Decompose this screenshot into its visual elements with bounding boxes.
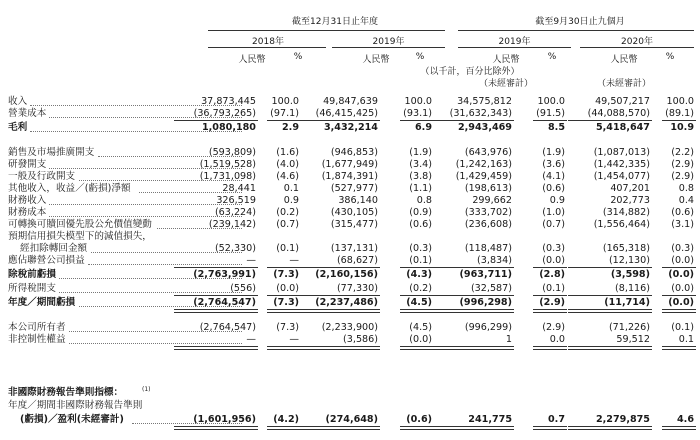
cell-value: (0.0)	[668, 269, 694, 280]
subtotal-rule	[533, 295, 567, 296]
cell-value: (44,088,570)	[587, 108, 650, 119]
leader-dots	[59, 283, 242, 293]
subtotal-rule	[296, 295, 380, 296]
cell-value: (236,608)	[464, 219, 512, 230]
currency-header-1: 人民幣	[238, 55, 266, 65]
period-rule-nine	[458, 30, 694, 31]
cell-value: 241,775	[468, 414, 512, 425]
subtotal-rule	[568, 120, 652, 121]
total-double-rule	[296, 309, 380, 313]
cell-value: (2.2)	[671, 147, 694, 158]
cell-value: (4.1)	[542, 171, 565, 182]
cell-value: (996,298)	[459, 297, 512, 308]
year-rule-2020	[580, 47, 694, 48]
row-label: 非控制性權益	[8, 334, 66, 345]
leader-dots	[49, 207, 242, 217]
row-label: 財務成本	[8, 207, 47, 218]
cell-value: 1,080,180	[201, 122, 256, 133]
total-double-rule	[533, 346, 567, 350]
row-label: 應佔聯營公司損益	[8, 255, 85, 266]
cell-value: (3,586)	[343, 334, 378, 345]
total-double-rule	[430, 309, 514, 313]
cell-value: (1.6)	[276, 147, 299, 158]
cell-value: (1.0)	[542, 207, 565, 218]
cell-value: (946,853)	[330, 147, 378, 158]
cell-value: (93.1)	[403, 108, 432, 119]
cell-value: 2,279,875	[595, 414, 650, 425]
subtotal-rule	[400, 267, 434, 268]
cell-value: (2.8)	[539, 269, 565, 280]
cell-value: 100.0	[666, 96, 694, 107]
cell-value: 37,873,445	[201, 96, 256, 107]
cell-value: (0.1)	[409, 255, 432, 266]
cell-value: (4.5)	[409, 322, 432, 333]
cell-value: 2.9	[282, 122, 299, 133]
total-double-rule	[533, 426, 567, 430]
cell-value: (593,809)	[208, 147, 256, 158]
row-label: (虧損)／盈利(未經審計)	[20, 414, 124, 425]
cell-value: (2,763,991)	[193, 269, 256, 280]
cell-value: (0.1)	[542, 283, 565, 294]
subtotal-rule	[662, 295, 696, 296]
cell-value: (46,415,425)	[315, 108, 378, 119]
subtotal-rule	[533, 120, 567, 121]
table-row	[8, 334, 694, 346]
cell-value: (4.6)	[276, 171, 299, 182]
cell-value: 10.9	[670, 122, 694, 133]
cell-value: (12,130)	[608, 255, 650, 266]
row-label: 年度／期間非國際財務報告準則	[8, 400, 143, 411]
cell-value: 0.0	[549, 334, 565, 345]
period-header-year: 截至12月31日止年度	[292, 17, 378, 27]
table-row	[8, 297, 694, 309]
cell-value: (0.0)	[671, 255, 694, 266]
non-ifrs-footnote-mark: (1)	[142, 386, 151, 393]
currency-header-3: 人民幣	[492, 55, 520, 65]
pct-header-2: %	[415, 52, 425, 62]
total-double-rule	[174, 426, 258, 430]
cell-value: (0.0)	[409, 334, 432, 345]
cell-value: (643,976)	[464, 147, 512, 158]
row-label: 一般及行政開支	[8, 171, 76, 182]
cell-value: (3,598)	[610, 269, 650, 280]
cell-value: (0.3)	[542, 243, 565, 254]
row-label: 銷售及市場推廣開支	[8, 147, 95, 158]
table-row	[8, 147, 694, 159]
cell-value: (963,711)	[459, 269, 512, 280]
row-label: 除稅前虧損	[8, 269, 56, 280]
period-rule-year	[208, 30, 445, 31]
total-double-rule	[174, 309, 258, 313]
cell-value: 0.7	[548, 414, 565, 425]
table-row	[8, 269, 694, 281]
total-double-rule	[533, 309, 567, 313]
total-double-rule	[400, 426, 434, 430]
cell-value: (32,587)	[470, 283, 512, 294]
cell-value: (71,226)	[608, 322, 650, 333]
leader-dots	[69, 334, 242, 344]
cell-value: (0.0)	[276, 283, 299, 294]
unaudited-note-2019: （未經審計）	[478, 79, 533, 89]
cell-value: (4.3)	[406, 269, 432, 280]
cell-value: (4.2)	[273, 414, 299, 425]
subtotal-rule	[174, 295, 258, 296]
cell-value: (0.6)	[409, 219, 432, 230]
table-row	[8, 283, 694, 295]
table-row	[8, 322, 694, 334]
units-note: （以千計，百分比除外）	[420, 67, 520, 77]
cell-value: 1	[505, 334, 512, 345]
table-row	[8, 159, 694, 171]
table-row	[8, 414, 694, 426]
table-row	[8, 183, 694, 195]
year-rule-2018	[208, 47, 326, 48]
cell-value: (430,105)	[330, 207, 378, 218]
cell-value: (4.5)	[406, 297, 432, 308]
leader-dots	[49, 195, 242, 205]
cell-value: (3.6)	[542, 159, 565, 170]
cell-value: 0.4	[678, 195, 694, 206]
cell-value: (0.1)	[671, 322, 694, 333]
cell-value: (3.8)	[409, 171, 432, 182]
pct-header-1: %	[293, 52, 303, 62]
cell-value: (0.6)	[406, 414, 432, 425]
cell-value: (3.1)	[671, 219, 694, 230]
subtotal-rule	[533, 267, 567, 268]
cell-value: 100.0	[404, 96, 432, 107]
cell-value: (1,601,956)	[193, 414, 256, 425]
cell-value: (0.7)	[276, 219, 299, 230]
cell-value: 100.0	[271, 96, 299, 107]
total-double-rule	[568, 309, 652, 313]
cell-value: 28,441	[222, 183, 256, 194]
table-row	[8, 207, 694, 219]
year-header-2019: 2019年	[372, 37, 405, 47]
cell-value: 202,773	[610, 195, 650, 206]
cell-value: (333,702)	[464, 207, 512, 218]
cell-value: —	[289, 334, 299, 345]
total-double-rule	[662, 309, 696, 313]
subtotal-rule	[400, 120, 434, 121]
cell-value: (165,318)	[602, 243, 650, 254]
cell-value: (0.3)	[671, 243, 694, 254]
cell-value: 5,418,647	[595, 122, 650, 133]
cell-value: (556)	[230, 283, 256, 294]
cell-value: (2.9)	[542, 322, 565, 333]
cell-value: (1,429,459)	[455, 171, 512, 182]
cell-value: —	[246, 255, 256, 266]
cell-value: (0.1)	[276, 243, 299, 254]
cell-value: (11,714)	[604, 297, 650, 308]
cell-value: 2,943,469	[457, 122, 512, 133]
cell-value: (0.2)	[276, 207, 299, 218]
cell-value: (2.9)	[671, 159, 694, 170]
cell-value: (1,874,391)	[321, 171, 378, 182]
cell-value: (63,224)	[214, 207, 256, 218]
row-label: 可轉換可贖回優先股公允價值變動	[8, 219, 152, 230]
cell-value: 0.1	[283, 183, 299, 194]
cell-value: (0.6)	[542, 183, 565, 194]
cell-value: (89.1)	[665, 108, 694, 119]
cell-value: (2.9)	[539, 297, 565, 308]
cell-value: 0.8	[416, 195, 432, 206]
cell-value: (0.3)	[409, 243, 432, 254]
total-double-rule	[296, 346, 380, 350]
total-double-rule	[296, 426, 380, 430]
total-double-rule	[400, 346, 434, 350]
cell-value: (1,242,163)	[455, 159, 512, 170]
cell-value: (0.9)	[409, 207, 432, 218]
cell-value: 386,140	[338, 195, 378, 206]
cell-value: (2,764,547)	[199, 322, 256, 333]
cell-value: (0.7)	[542, 219, 565, 230]
cell-value: (7.3)	[276, 322, 299, 333]
cell-value: (1,677,949)	[321, 159, 378, 170]
non-ifrs-heading-label: 非國際財務報告準則指標：	[8, 387, 124, 398]
cell-value: 59,512	[616, 334, 650, 345]
subtotal-rule	[662, 267, 696, 268]
cell-value: (2,233,900)	[321, 322, 378, 333]
total-double-rule	[568, 346, 652, 350]
cell-value: (7.3)	[273, 297, 299, 308]
cell-value: (198,613)	[464, 183, 512, 194]
total-double-rule	[568, 426, 652, 430]
cell-value: (52,330)	[214, 243, 256, 254]
cell-value: 6.9	[415, 122, 432, 133]
cell-value: (118,487)	[464, 243, 512, 254]
row-label: 財務收入	[8, 195, 47, 206]
cell-value: 49,507,217	[595, 96, 650, 107]
cell-value: 4.6	[677, 414, 694, 425]
cell-value: (2,764,547)	[193, 297, 256, 308]
row-label: 毛利	[8, 122, 28, 133]
subtotal-rule	[296, 267, 380, 268]
cell-value: (4.0)	[276, 159, 299, 170]
row-label: 研發開支	[8, 159, 47, 170]
cell-value: 49,847,639	[323, 96, 378, 107]
subtotal-rule	[174, 120, 258, 121]
unaudited-note-2020: （未經審計）	[596, 79, 651, 89]
cell-value: —	[246, 334, 256, 345]
year-rule-2019	[332, 47, 445, 48]
cell-value: (1.9)	[409, 147, 432, 158]
row-label: 所得稅開支	[8, 283, 56, 294]
cell-value: (91.5)	[536, 108, 565, 119]
subtotal-rule	[400, 295, 434, 296]
cell-value: (1,556,464)	[593, 219, 650, 230]
cell-value: 0.9	[549, 195, 565, 206]
row-label: 預期信用損失模型下的減值損失，	[8, 231, 152, 242]
row-label: 年度／期間虧損	[8, 297, 76, 308]
table-row	[8, 255, 694, 267]
cell-value: 0.8	[678, 183, 694, 194]
cell-value: 34,575,812	[457, 96, 512, 107]
total-double-rule	[430, 426, 514, 430]
cell-value: (7.3)	[273, 269, 299, 280]
cell-value: (1,731,098)	[199, 171, 256, 182]
cell-value: (77,330)	[336, 283, 378, 294]
cell-value: (1,454,077)	[593, 171, 650, 182]
cell-value: 8.5	[548, 122, 565, 133]
subtotal-rule	[662, 120, 696, 121]
cell-value: (3,834)	[477, 255, 512, 266]
cell-value: (0.6)	[671, 207, 694, 218]
cell-value: (36,793,265)	[193, 108, 256, 119]
table-row	[8, 243, 694, 255]
total-double-rule	[400, 309, 434, 313]
cell-value: (0.0)	[542, 255, 565, 266]
year-header-2018: 2018年	[252, 37, 284, 47]
total-double-rule	[662, 346, 696, 350]
pct-header-4: %	[665, 52, 675, 62]
row-label: 本公司所有者	[8, 322, 66, 333]
cell-value: (0.2)	[409, 283, 432, 294]
cell-value: (0.0)	[668, 297, 694, 308]
row-label: 收入	[8, 96, 28, 107]
cell-value: (0.0)	[671, 283, 694, 294]
subtotal-rule	[430, 295, 514, 296]
total-double-rule	[174, 346, 258, 350]
pct-header-3: %	[547, 52, 557, 62]
non-ifrs-heading	[8, 387, 694, 399]
period-header-nine-months: 截至9月30日止九個月	[535, 17, 625, 27]
cell-value: (3.4)	[409, 159, 432, 170]
cell-value: 299,662	[472, 195, 512, 206]
cell-value: (1,519,528)	[199, 159, 256, 170]
subtotal-rule	[430, 267, 514, 268]
year-rule-2019-nine	[458, 47, 571, 48]
cell-value: (1,442,335)	[593, 159, 650, 170]
cell-value: (97.1)	[270, 108, 299, 119]
total-double-rule	[662, 426, 696, 430]
cell-value: (68,627)	[336, 255, 378, 266]
row-label: 營業成本	[8, 108, 47, 119]
leader-dots	[88, 255, 242, 265]
total-double-rule	[430, 346, 514, 350]
cell-value: (274,648)	[325, 414, 378, 425]
cell-value: (8,116)	[615, 283, 650, 294]
subtotal-rule	[174, 267, 258, 268]
subtotal-rule	[430, 120, 514, 121]
cell-value: (2,237,486)	[315, 297, 378, 308]
cell-value: (2.9)	[671, 171, 694, 182]
cell-value: (314,882)	[602, 207, 650, 218]
subtotal-rule	[296, 120, 380, 121]
currency-header-4: 人民幣	[610, 55, 638, 65]
cell-value: (1.9)	[542, 147, 565, 158]
table-row	[8, 231, 694, 243]
table-row	[8, 400, 694, 412]
table-row	[8, 195, 694, 207]
cell-value: 3,432,214	[323, 122, 378, 133]
subtotal-rule	[568, 295, 652, 296]
table-row	[8, 171, 694, 183]
cell-value: 0.9	[283, 195, 299, 206]
cell-value: (137,131)	[330, 243, 378, 254]
cell-value: (239,142)	[208, 219, 256, 230]
row-label: 經扣除轉回金額	[20, 243, 88, 254]
cell-value: (996,299)	[464, 322, 512, 333]
cell-value: (315,477)	[330, 219, 378, 230]
table-row	[8, 219, 694, 231]
cell-value: —	[289, 255, 299, 266]
table-row	[8, 96, 694, 108]
cell-value: 326,519	[216, 195, 256, 206]
cell-value: (31,632,343)	[449, 108, 512, 119]
row-label: 其他收入，收益／(虧損)淨額	[8, 183, 131, 194]
table-row	[8, 108, 694, 120]
subtotal-rule	[568, 267, 652, 268]
table-row	[8, 122, 694, 134]
cell-value: (2,160,156)	[315, 269, 378, 280]
year-header-2020: 2020年	[621, 37, 653, 47]
cell-value: (527,977)	[330, 183, 378, 194]
cell-value: (1,087,013)	[593, 147, 650, 158]
cell-value: (1.1)	[409, 183, 432, 194]
cell-value: 407,201	[610, 183, 650, 194]
year-header-2019-nine: 2019年	[498, 37, 531, 47]
currency-header-2: 人民幣	[362, 55, 390, 65]
cell-value: 100.0	[537, 96, 565, 107]
cell-value: 0.1	[678, 334, 694, 345]
